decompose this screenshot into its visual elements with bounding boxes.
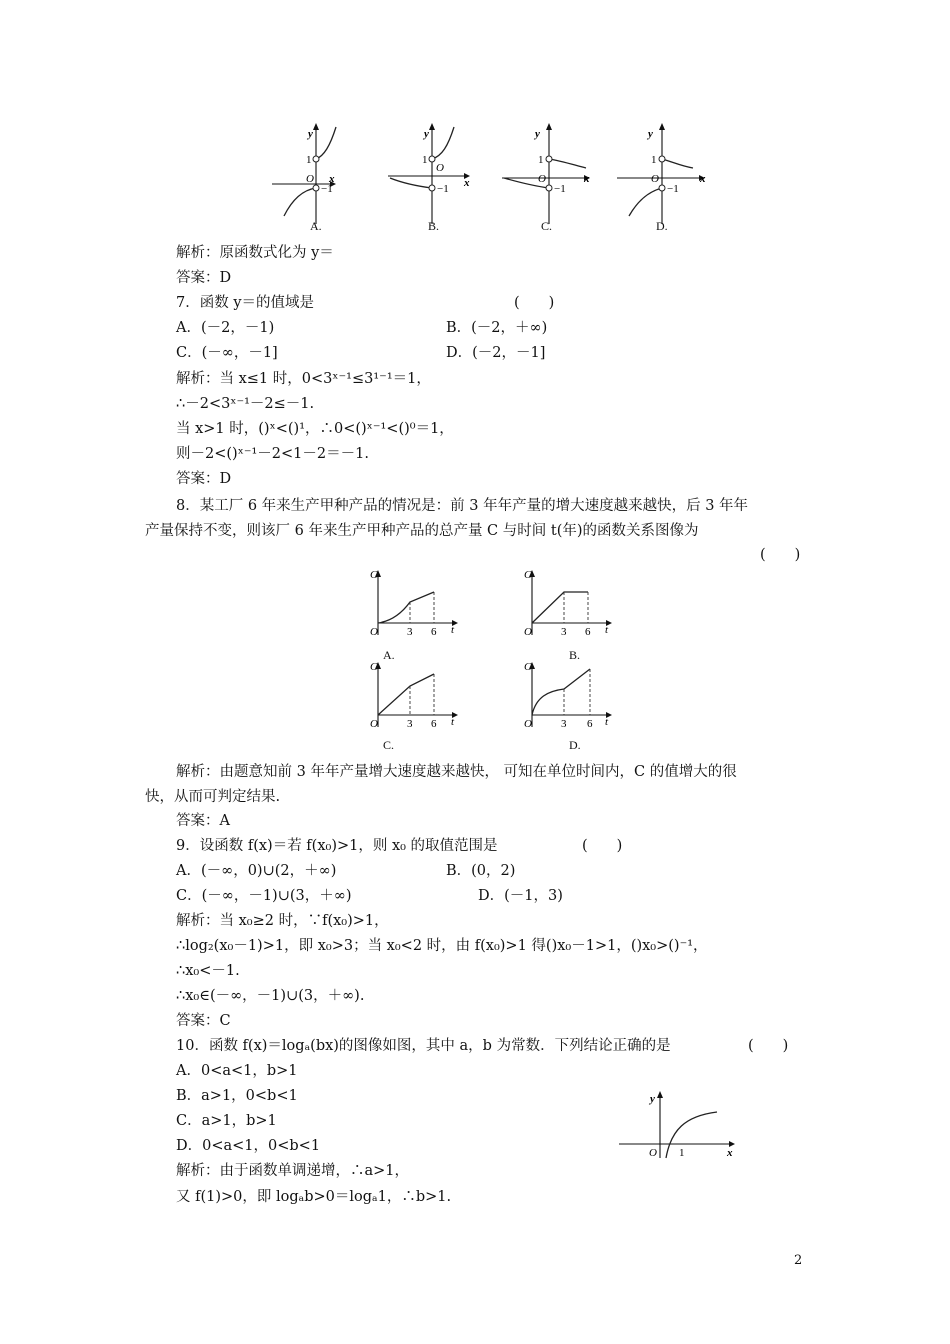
y-axis-label: y <box>648 128 653 140</box>
y-axis-label: y <box>535 128 540 140</box>
q9-option-d: D．(－1，3) <box>478 888 563 904</box>
q10-analysis-2: 又 f(1)>0，即 logₐb>0＝logₐ1，∴b>1. <box>176 1189 452 1205</box>
x-axis-label: x <box>464 177 470 189</box>
q10-graph <box>615 1088 740 1163</box>
q10-stem: 10．函数 f(x)＝logₐ(bx)的图像如图，其中 a，b 为常数．下列结论正确的是 <box>176 1038 671 1054</box>
q10-paren: ( ) <box>748 1038 789 1054</box>
q9-analysis-2: ∴log₂(x₀－1)>1，即 x₀>3；当 x₀<2 时，由 f(x₀)>1 得()x₀－1>1，()x₀>()⁻¹， <box>176 938 708 954</box>
q10-option-c: C．a>1，b>1 <box>176 1113 277 1129</box>
q6-graph-a <box>270 120 340 225</box>
q9-analysis-1: 解析：当 x₀≥2 时，∵f(x₀)>1， <box>176 913 389 929</box>
q6-label-c: C. <box>541 219 553 233</box>
q8-analysis-1: 解析：由题意知前 3 年年产量增大速度越来越快， 可知在单位时间内，C 的值增大的很 <box>176 764 737 780</box>
tick-6: 6 <box>431 718 437 730</box>
q7-paren: ( ) <box>514 295 555 311</box>
q9-answer: 答案：C <box>176 1013 231 1029</box>
tick-neg-one: −1 <box>554 183 566 195</box>
origin-label: O <box>436 162 444 174</box>
q7-analysis-3: 当 x>1 时，()ˣ<()¹，∴0<()ˣ⁻¹<()⁰＝1， <box>176 421 454 437</box>
y-axis-label: y <box>308 128 313 140</box>
origin-label: O <box>651 173 659 185</box>
q8-graph-b <box>522 567 617 639</box>
q7-option-b: B．(－2，＋∞) <box>446 320 548 336</box>
q8-label-b: B. <box>569 648 581 662</box>
q10-option-b: B．a>1，0<b<1 <box>176 1088 298 1104</box>
q10-analysis-1: 解析：由于函数单调递增，∴a>1， <box>176 1163 410 1179</box>
x-axis-label: x <box>329 173 335 185</box>
origin-label: O <box>524 626 532 638</box>
q9-stem: 9．设函数 f(x)＝若 f(x₀)>1，则 x₀ 的取值范围是 <box>176 838 498 854</box>
q6-graph-d <box>615 120 710 225</box>
origin-label: O <box>370 718 378 730</box>
q8-label-c: C. <box>383 738 395 752</box>
tick-3: 3 <box>407 626 413 638</box>
q7-option-a: A．(－2，－1) <box>176 320 275 336</box>
tick-3: 3 <box>407 718 413 730</box>
c-axis-label: C <box>524 569 532 581</box>
x-axis-label: x <box>700 173 706 185</box>
q7-option-d: D．(－2，－1] <box>446 345 546 361</box>
q7-analysis-4: 则－2<()ˣ⁻¹－2<1－2＝－1. <box>176 446 369 462</box>
tick-6: 6 <box>431 626 437 638</box>
origin-label: O <box>524 718 532 730</box>
x-axis-label: x <box>727 1147 733 1159</box>
q7-answer: 答案：D <box>176 471 232 487</box>
q7-analysis-2: ∴－2<3ˣ⁻¹－2≤－1. <box>176 396 315 412</box>
origin-label: O <box>538 173 546 185</box>
q6-label-d: D. <box>656 219 668 233</box>
q8-label-a: A. <box>383 648 395 662</box>
origin-label: O <box>370 626 378 638</box>
tick-one: 1 <box>422 154 428 166</box>
x-axis-label: x <box>584 173 590 185</box>
q9-paren: ( ) <box>582 838 623 854</box>
q8-graph-c <box>368 659 463 731</box>
q6-answer: 答案：D <box>176 270 232 286</box>
q7-option-c: C．(－∞，－1] <box>176 345 278 361</box>
q6-analysis: 解析：原函数式化为 y＝ <box>176 245 334 261</box>
q9-analysis-3: ∴x₀<－1. <box>176 963 240 979</box>
y-axis-label: y <box>424 128 429 140</box>
q10-option-a: A．0<a<1，b>1 <box>176 1063 298 1079</box>
tick-one: 1 <box>538 154 544 166</box>
tick-neg-one: −1 <box>437 183 449 195</box>
q6-graph-c <box>500 120 595 225</box>
q8-graph-d <box>522 659 617 731</box>
q10-option-d: D．0<a<1，0<b<1 <box>176 1138 321 1154</box>
q7-analysis-1: 解析：当 x≤1 时，0<3ˣ⁻¹≤3¹⁻¹＝1， <box>176 371 431 387</box>
q9-option-c: C．(－∞，－1)∪(3，＋∞) <box>176 888 352 904</box>
tick-one: 1 <box>306 154 312 166</box>
y-axis-label: y <box>650 1093 655 1105</box>
q8-paren: ( ) <box>760 547 801 563</box>
q6-label-a: A. <box>310 219 322 233</box>
tick-neg-one: −1 <box>667 183 679 195</box>
q9-analysis-4: ∴x₀∈(－∞，－1)∪(3，＋∞). <box>176 988 365 1004</box>
page-number: 2 <box>794 1253 803 1268</box>
q8-graph-a <box>368 567 463 639</box>
q6-graph-b <box>386 120 476 225</box>
c-axis-label: C <box>524 661 532 673</box>
t-axis-label: t <box>605 624 609 636</box>
tick-3: 3 <box>561 718 567 730</box>
tick-one: 1 <box>679 1147 685 1159</box>
q7-stem: 7．函数 y＝的值域是 <box>176 295 315 311</box>
tick-6: 6 <box>587 718 593 730</box>
tick-one: 1 <box>651 154 657 166</box>
tick-neg-one: −1 <box>321 183 333 195</box>
q9-option-b: B．(0，2) <box>446 863 516 879</box>
q8-analysis-2: 快，从而可判定结果. <box>145 789 281 805</box>
t-axis-label: t <box>451 624 455 636</box>
c-axis-label: C <box>370 661 378 673</box>
q8-stem-1: 8．某工厂 6 年来生产甲种产品的情况是：前 3 年年产量的增大速度越来越快，后 3 年年 <box>176 498 749 514</box>
q9-option-a: A．(－∞，0)∪(2，＋∞) <box>176 863 337 879</box>
origin-label: O <box>306 173 314 185</box>
q8-label-d: D. <box>569 738 581 752</box>
t-axis-label: t <box>605 716 609 728</box>
origin-label: O <box>649 1147 657 1159</box>
q8-answer: 答案：A <box>176 813 230 829</box>
tick-6: 6 <box>585 626 591 638</box>
q6-label-b: B. <box>428 219 440 233</box>
t-axis-label: t <box>451 716 455 728</box>
tick-3: 3 <box>561 626 567 638</box>
c-axis-label: C <box>370 569 378 581</box>
q8-stem-2: 产量保持不变，则该厂 6 年来生产甲种产品的总产量 C 与时间 t(年)的函数关系图像为 <box>145 523 699 539</box>
